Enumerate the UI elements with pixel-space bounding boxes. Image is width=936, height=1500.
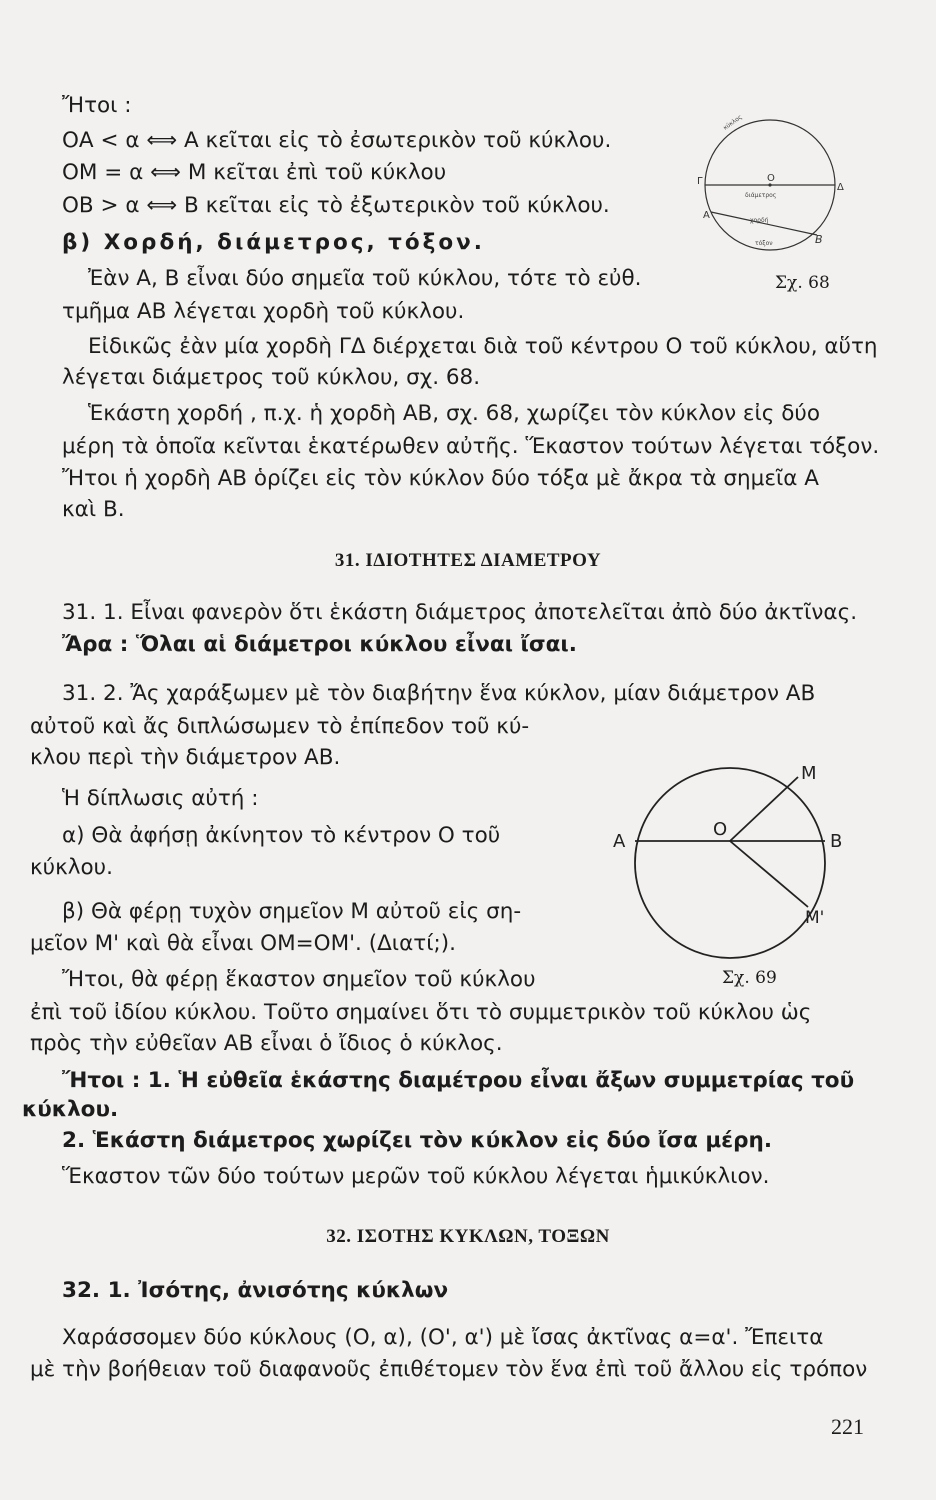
fig69-radius-OM2 (730, 841, 808, 907)
text-line: Εἰδικῶς ἐὰν μία χορδὴ ΓΔ διέρχεται διὰ τοῦ κέντρου Ο τοῦ κύκλου, αὕτη (88, 334, 878, 359)
text-line: 31. 1. Εἶναι φανερὸν ὅτι ἑκάστη διάμετρος ἀποτελεῖται ἀπὸ δύο ἀκτῖνας. (62, 600, 858, 625)
fig68-label-circle: κύκλος (722, 113, 744, 132)
conclusion-line: κύκλου. (22, 1097, 119, 1122)
text-line: ΟΜ = α ⟺ Μ κεῖται ἐπὶ τοῦ κύκλου (62, 160, 447, 185)
text-line: πρὸς τὴν εὐθεῖαν ΑΒ εἶναι ὁ ἴδιος ὁ κύκλος. (30, 1031, 503, 1056)
text-line: ΟΒ > α ⟺ Β κεῖται εἰς τὸ ἐξωτερικὸν τοῦ κύκλου. (62, 193, 610, 218)
fig69-label-A: Α (613, 831, 626, 852)
text-line: κύκλου. (30, 855, 113, 880)
subsection-title: β) Χορδή, διάμετρος, τόξον. (62, 230, 485, 255)
text-line: αὐτοῦ καὶ ἄς διπλώσωμεν τὸ ἐπίπεδον τοῦ κύ- (30, 714, 530, 739)
text-line: Ἐὰν Α, Β εἶναι δύο σημεῖα τοῦ κύκλου, τότε τὸ εὐθ. (88, 266, 642, 291)
figure-68 (695, 110, 845, 265)
figure-69 (605, 755, 855, 965)
fig68-label-arc: τόξον (755, 240, 773, 247)
text-line: μέρη τὰ ὁποῖα κεῖνται ἑκατέρωθεν αὐτῆς. Ἕκαστον τούτων λέγεται τόξον. (62, 434, 880, 459)
fig68-label-G: Γ (697, 176, 703, 187)
section-heading-31: 31. ΙΔΙΟΤΗΤΕΣ ΔΙΑΜΕΤΡΟΥ (334, 550, 602, 571)
text-line: μὲ τὴν βοήθειαν τοῦ διαφανοῦς ἐπιθέτομεν τὸν ἕνα ἐπὶ τοῦ ἄλλου εἰς τρόπον (30, 1357, 868, 1382)
text-line: λέγεται διάμετρος τοῦ κύκλου, σχ. 68. (62, 365, 481, 390)
text-line: 31. 2. Ἄς χαράξωμεν μὲ τὸν διαβήτην ἕνα κύκλον, μίαν διάμετρον ΑΒ (62, 681, 816, 706)
fig69-label-B: Β (830, 831, 843, 852)
fig69-label-M: Μ (801, 763, 817, 784)
text-line: ἐπὶ τοῦ ἰδίου κύκλου. Τοῦτο σημαίνει ὅτι τὸ συμμετρικὸν τοῦ κύκλου ὡς (30, 1000, 812, 1025)
subsection-title: 32. 1. Ἰσότης, ἀνισότης κύκλων (62, 1278, 449, 1303)
fig68-label-B: Β (815, 233, 823, 246)
text-line: Ἕκαστον τῶν δύο τούτων μερῶν τοῦ κύκλου λέγεται ἡμικύκλιον. (62, 1164, 770, 1189)
text-line: Ἤτοι ἡ χορδὴ ΑΒ ὁρίζει εἰς τὸν κύκλον δύο τόξα μὲ ἄκρα τὰ σημεῖα Α (62, 466, 819, 491)
conclusion-line: 2. Ἑκάστη διάμετρος χωρίζει τὸν κύκλον εἰς δύο ἴσα μέρη. (62, 1128, 773, 1153)
text-line: τμῆμα ΑΒ λέγεται χορδὴ τοῦ κύκλου. (62, 299, 465, 324)
page-number: 221 (831, 1414, 864, 1439)
text-line: κλου περὶ τὴν διάμετρον ΑΒ. (30, 745, 341, 770)
text-line: Ἡ δίπλωσις αὐτή : (62, 786, 259, 811)
fig68-label-O: Ο (767, 173, 775, 184)
conclusion-line: Ἤτοι : 1. Ἡ εὐθεῖα ἑκάστης διαμέτρου εἶναι ἄξων συμμετρίας τοῦ (62, 1068, 855, 1093)
fig69-radius-OM (730, 777, 798, 841)
text-line: Ἑκάστη χορδή , π.χ. ἡ χορδὴ ΑΒ, σχ. 68, χωρίζει τὸν κύκλον εἰς δύο (88, 401, 821, 426)
figure-69-caption: Σχ. 69 (722, 968, 777, 988)
text-line: μεῖον Μ' καὶ θὰ εἶναι ΟΜ=ΟΜ'. (Διατί;). (30, 931, 456, 956)
fig68-label-chord: χορδή (750, 217, 769, 224)
text-line: Ἤτοι : (62, 93, 132, 118)
figure-68-caption: Σχ. 68 (775, 273, 830, 293)
text-line: καὶ Β. (62, 497, 125, 522)
text-line: Χαράσσομεν δύο κύκλους (Ο, α), (Ο', α') μὲ ἴσας ἀκτῖνας α=α'. Ἔπειτα (62, 1325, 824, 1350)
section-heading-32: 32. ΙΣΟΤΗΣ ΚΥΚΛΩΝ, ΤΟΞΩΝ (326, 1226, 610, 1247)
text-line: Ἤτοι, θὰ φέρῃ ἕκαστον σημεῖον τοῦ κύκλου (62, 967, 536, 992)
fig69-label-O: O (713, 819, 728, 840)
fig68-label-D: Δ (837, 182, 844, 193)
fig68-label-diameter: διάμετρος (745, 192, 777, 199)
fig69-label-M-prime: Μ' (805, 908, 825, 928)
theorem-line: Ἄρα : Ὅλαι αἱ διάμετροι κύκλου εἶναι ἴσαι. (62, 632, 577, 657)
text-line: β) Θὰ φέρῃ τυχὸν σημεῖον Μ αὐτοῦ εἰς ση- (62, 899, 522, 924)
text-line: ΟΑ < α ⟺ Α κεῖται εἰς τὸ ἐσωτερικὸν τοῦ κύκλου. (62, 128, 612, 153)
text-line: α) Θὰ ἀφήσῃ ἀκίνητον τὸ κέντρον Ο τοῦ (62, 823, 501, 848)
fig69-circle (635, 768, 825, 958)
fig68-label-A: Α (703, 210, 710, 221)
